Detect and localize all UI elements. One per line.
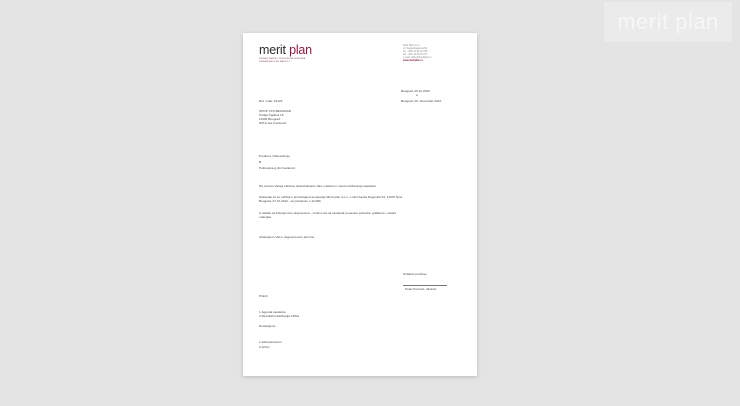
enclosures-label: Prilozi: <box>259 294 269 298</box>
subject-line: Predmet: Obaveštenje <box>259 154 290 158</box>
company-website: www.meritplan.rs <box>403 59 423 63</box>
brand-watermark: merit plan <box>604 2 732 42</box>
company-address: ul. Svetje Dagoveta 54 <box>403 47 428 51</box>
logo-tagline-1: UPRAVLJANJE LJUDSKIM RESURSIMA <box>259 58 306 60</box>
recipient-city: 11000 Beograd <box>259 117 280 121</box>
logo-text-plan: plan <box>289 43 312 57</box>
salutation: Poštovana g-đo Cvetković, <box>259 166 296 170</box>
distribution-label: Dostavljeno: <box>259 324 277 328</box>
closing-greeting: Srdačan pozdrav, <box>403 272 428 276</box>
enclosure-item-2: 2.Rezultati istraživanja tržišta <box>259 314 300 318</box>
place-date: Beograd, 25.12.2012. <box>401 89 431 93</box>
distribution-item-2: 2.Arhivi <box>259 345 270 349</box>
distribution-item-1: 1.Adresantunum <box>259 340 282 344</box>
company-contact-block <box>403 44 431 63</box>
recipient-name: SHOP XXX BEOGRAD <box>259 109 292 113</box>
body-paragraph-1: Na osnovu Vašeg zahteva obaveštavamo Vas o datumu i mestu održavanja sastanka. <box>259 184 377 188</box>
date-connector: a <box>416 93 418 97</box>
recipient-street: Čarlija Čaplina 16 <box>259 113 284 117</box>
company-name: Merit Plan d.o.o. <box>403 44 421 47</box>
letter-page <box>243 33 477 376</box>
subject-marker: B <box>259 160 262 164</box>
logo-tagline-2: ORGANIZACIONI RAZVOJ <box>259 61 290 63</box>
signature-line <box>403 285 447 286</box>
reference-number: Ref. znak: 22123 <box>259 99 283 103</box>
merit-plan-logo <box>259 44 312 57</box>
company-fax: fax: +381 11 63 42 077 <box>403 53 428 57</box>
place-date-long: Beograd, 25. decembar 2012. <box>401 99 442 103</box>
company-email: e-mail: office@meritplan.rs <box>403 56 432 60</box>
signatory-name: Petar Petrović, direktor <box>405 287 437 291</box>
body-paragraph-2-line-2: Beograd, 27.12.2012., sa početkom u 12:00h. <box>259 199 322 203</box>
enclosure-item-1: 1.Agenda sastanka <box>259 310 286 314</box>
logo-text-merit: merit <box>259 43 290 57</box>
body-paragraph-4: Očekujemo Vas u dogovorenom terminu. <box>259 235 316 239</box>
recipient-attention: N/P.G.Ga Cvetković <box>259 121 287 125</box>
body-paragraph-2-line-1: Sastanak će se održati u prostorijama kompanije Merit plan d.o.o. u ulici Savka Dugovića 54, 11070 Novi <box>259 195 403 199</box>
company-tel: tel.: +381 11 63 42 078 <box>403 50 428 54</box>
body-paragraph-3-line-1: U skladu sa kriterijumom dogovoreno , molimo da na sastanak ponesete potrebne grafikone i ostalni <box>259 211 397 215</box>
body-paragraph-3-line-2: materijal. <box>259 215 272 219</box>
